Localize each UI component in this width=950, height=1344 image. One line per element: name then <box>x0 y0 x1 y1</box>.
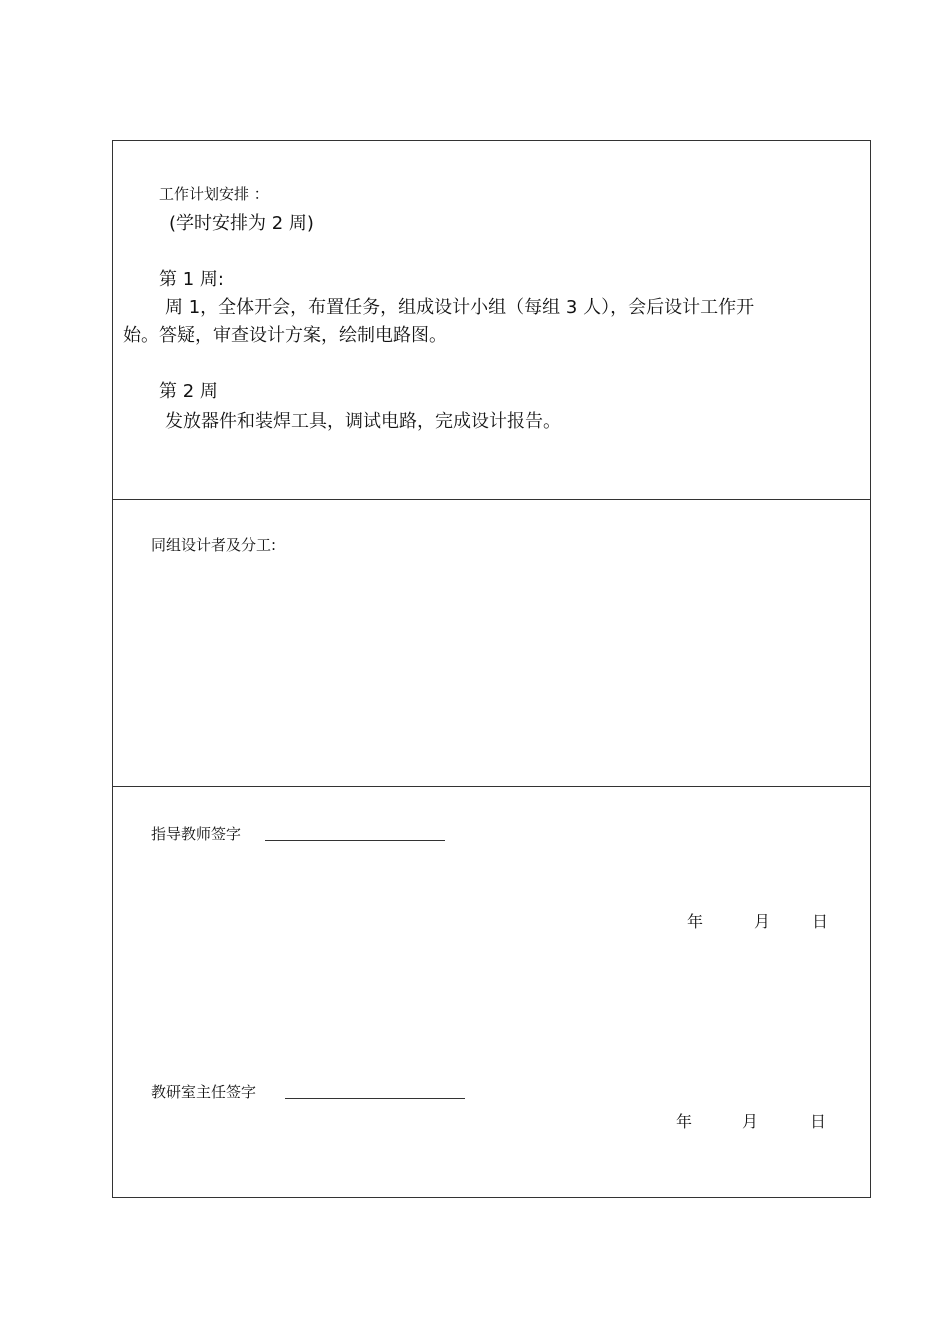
week2-line1: 发放器件和装焊工具，调试电路，完成设计报告。 <box>165 411 561 432</box>
director-date-year: 年 <box>676 1112 693 1131</box>
advisor-date-month: 月 <box>754 912 771 931</box>
week2-title: 第 2 周 <box>159 381 218 402</box>
week1-line2: 始。答疑，审查设计方案，绘制电路图。 <box>123 325 447 346</box>
week1-title: 第 1 周: <box>159 269 224 290</box>
advisor-signature-line <box>265 840 445 841</box>
hours-note: (学时安排为 2 周) <box>169 213 314 234</box>
task-form-table <box>112 140 871 1198</box>
director-signature-label: 教研室主任签字 <box>151 1083 257 1101</box>
director-date-day: 日 <box>810 1112 827 1131</box>
advisor-date-year: 年 <box>687 912 704 931</box>
signature-section <box>113 787 870 1197</box>
work-plan-heading: 工作计划安排 ： <box>159 185 269 203</box>
director-date-month: 月 <box>742 1112 759 1131</box>
group-members-section <box>113 500 870 787</box>
advisor-signature-label: 指导教师签字 <box>151 825 242 843</box>
director-signature-line <box>285 1098 465 1099</box>
work-plan-section <box>113 141 870 500</box>
group-members-heading: 同组设计者及分工: <box>151 536 277 554</box>
advisor-date-day: 日 <box>812 912 829 931</box>
week1-line1: 周 1，全体开会，布置任务，组成设计小组（每组 3 人），会后设计工作开 <box>165 297 755 318</box>
